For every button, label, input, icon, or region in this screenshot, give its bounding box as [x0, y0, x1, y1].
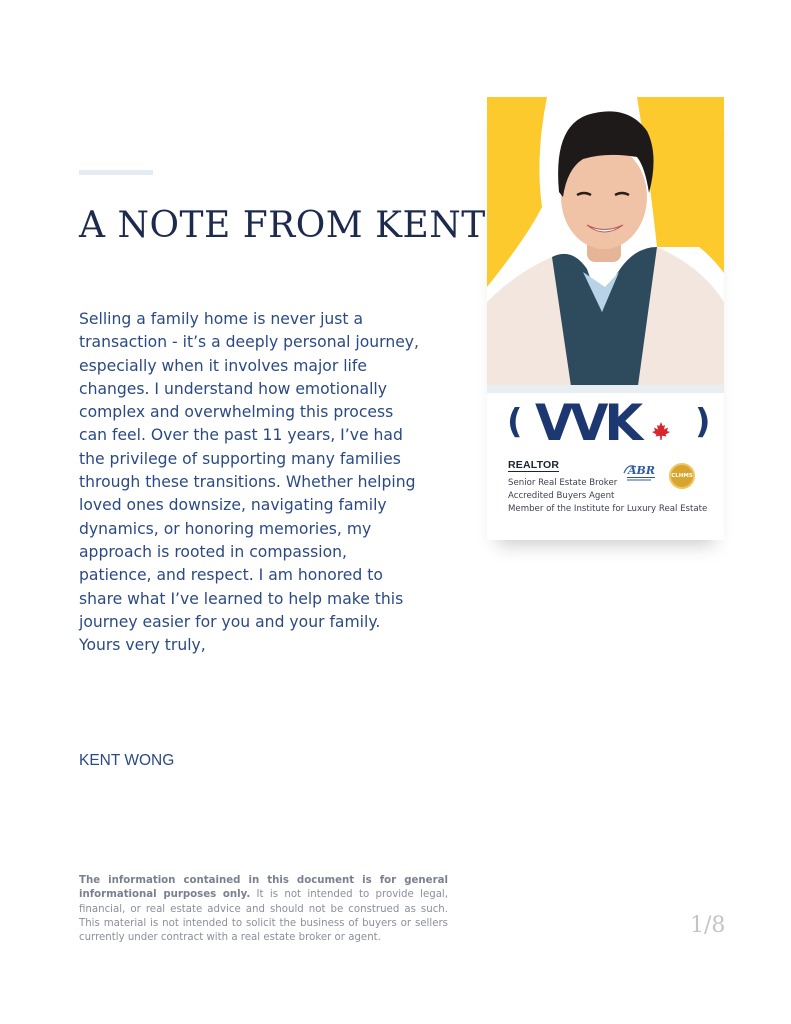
disclaimer-rest: It is not intended to provide legal, financial, or real estate advice and should not be construed as such. This material is not intended to solicit the business of buyers or sellers currently under contract with a real estate broker or agent.	[79, 889, 449, 944]
page-title: A NOTE FROM KENT	[79, 205, 486, 246]
title-accent-bar	[79, 170, 153, 175]
maple-leaf-icon	[651, 421, 671, 441]
credential-item: Senior Real Estate Broker	[508, 478, 618, 488]
vvk-logo	[507, 394, 711, 452]
logo-left-bracket: (	[507, 402, 523, 442]
realtor-label: REALTOR	[508, 459, 560, 471]
agent-profile-card	[487, 97, 724, 540]
credential-item: Member of the Institute for Luxury Real Estate	[508, 504, 708, 514]
letter-body: Selling a family home is never just a transaction - it’s a deeply personal journey, especially when it involves major life changes. I understand how emotionally complex and overwhelming this process can feel. Over the past 11 years, I’ve had the privilege of supporting many families through these transitions. Whether helping loved ones downsize, navigating family dynamics, or honoring memories, my approach is rooted in compassion, patience, and respect. I am honored to share what I’ve learned to help make this journey easier for you and your family. Yours very truly,	[79, 310, 419, 655]
disclaimer	[79, 874, 448, 945]
signature-name: KENT WONG	[79, 752, 175, 769]
credential-item: Accredited Buyers Agent	[508, 491, 615, 501]
logo-wordmark: VVK	[535, 394, 640, 452]
credentials-list	[508, 477, 707, 516]
portrait-illustration	[487, 97, 724, 393]
agent-portrait-photo	[487, 97, 724, 393]
disclaimer-bold: The information contained in this document is for general informational purposes only.	[79, 875, 448, 901]
logo-right-bracket: )	[695, 402, 711, 442]
abr-badge-text: ABR	[628, 464, 655, 477]
photo-divider-band	[487, 385, 724, 393]
clhms-badge-icon: CLHMS	[669, 463, 695, 489]
page-number: 1/8	[690, 913, 726, 938]
